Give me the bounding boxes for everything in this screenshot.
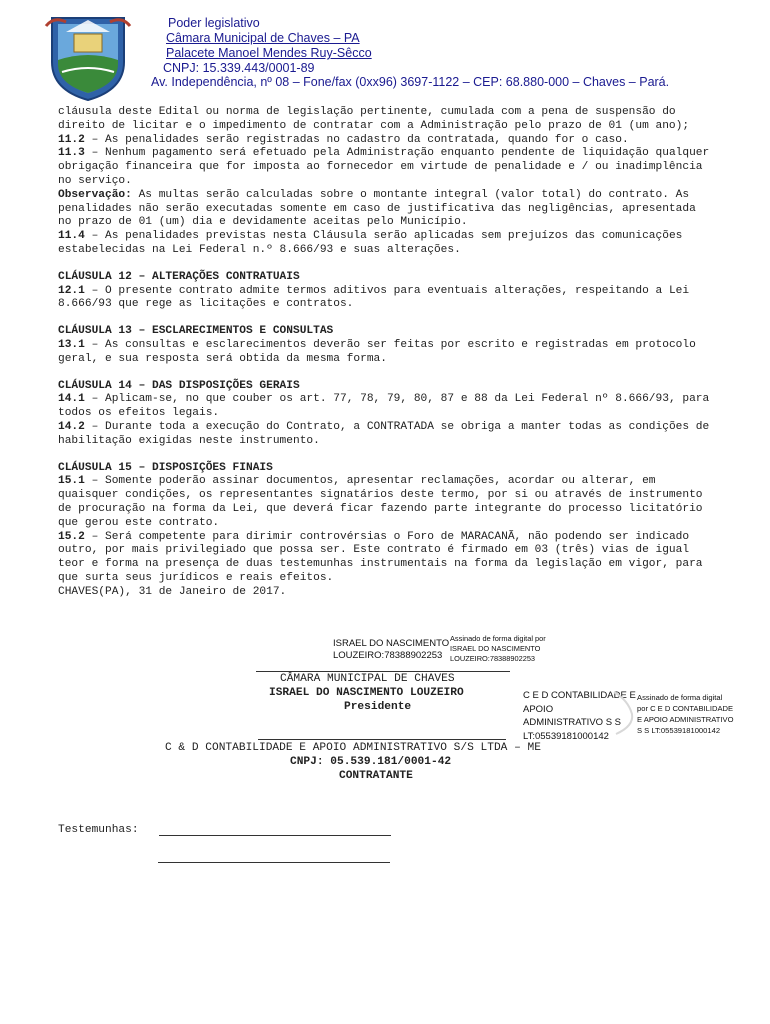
signature-line-2 <box>258 739 506 740</box>
heading-clause-12: CLÁUSULA 12 – ALTERAÇÕES CONTRATUAIS <box>58 270 300 283</box>
clause-11-3 <box>58 147 713 188</box>
witnesses-label: Testemunhas: <box>58 824 139 836</box>
header-cnpj: CNPJ: 15.339.443/0001-89 <box>163 61 315 75</box>
header-palace-name: Palacete Manoel Mendes Ruy-Sêcco <box>166 46 372 60</box>
digital-signature-note-2: Assinado de forma digital por C E D CONTABILIDADE E APOIO ADMINISTRATIVO S S LT:05539181000142 <box>637 693 734 735</box>
observation-label: Observação: <box>58 188 132 201</box>
coat-of-arms-icon <box>44 12 132 102</box>
clause-13-1 <box>58 339 713 367</box>
clause-text: – As penalidades previstas nesta Cláusula serão aplicadas sem prejuízos das comunicações estabelecidas na Lei Federal n.º 8.666/93 e suas alterações. <box>58 230 683 256</box>
clause-number: 14.1 <box>58 393 85 406</box>
digital-signer-name-1: ISRAEL DO NASCIMENTO LOUZEIRO:78388902253 <box>333 638 450 661</box>
clause-number: 15.1 <box>58 475 85 488</box>
header-chamber-name: Câmara Municipal de Chaves – PA <box>166 31 360 45</box>
signature-flourish-icon <box>610 688 638 738</box>
signer-2-organization: C & D CONTABILIDADE E APOIO ADMINISTRATIVO S/S LTDA – ME <box>165 742 541 754</box>
signer-2-cnpj: CNPJ: 05.539.181/0001-42 <box>290 756 452 768</box>
signer-1-organization: CÂMARA MUNICIPAL DE CHAVES <box>280 673 455 685</box>
header-address: Av. Independência, nº 08 – Fone/fax (0xx96) 3697-1122 – CEP: 68.880-000 – Chaves – Pará. <box>151 75 670 89</box>
observation-text: As multas serão calculadas sobre o montante integral (valor total) do contrato. As penalidades não serão executadas somente em caso de justificativa das negligências, apresentada no prazo de 01 (um) dia e devidamente aceitas pelo Município. <box>58 188 696 229</box>
clause-number: 11.4 <box>58 230 85 243</box>
clause-text: – Nenhum pagamento será efetuado pela Administração enquanto pendente de liquidação qualquer obrigação financeira que for imposta ao fornecedor em virtude de penalidade e / ou inadimplência no serviço. <box>58 147 710 187</box>
clause-15-2 <box>58 531 713 586</box>
clause-number: 14.2 <box>58 420 85 433</box>
clause-text: – Aplicam-se, no que couber os art. 77, 78, 79, 80, 87 e 88 da Lei Federal nº 8.666/93, para todos os efeitos legais. <box>58 393 710 420</box>
witness-line-2 <box>158 862 390 863</box>
header-legislative-power: Poder legislativo <box>168 16 260 30</box>
clause-number: 11.2 <box>58 133 85 146</box>
clause-number: 11.3 <box>58 147 85 160</box>
clause-12-1 <box>58 285 713 313</box>
digital-signature-note-1: Assinado de forma digital por ISRAEL DO NASCIMENTO LOUZEIRO:78388902253 <box>450 634 546 663</box>
clause-text: – O presente contrato admite termos aditivos para eventuais alterações, respeitando a Lei 8.666/93 que rege as licitações e contratos. <box>58 284 690 311</box>
clause-number: 13.1 <box>58 338 85 351</box>
contract-body <box>58 106 713 600</box>
clause-15-1 <box>58 475 713 530</box>
heading-clause-14: CLÁUSULA 14 – DAS DISPOSIÇÕES GERAIS <box>58 379 300 392</box>
clause-11-2 <box>58 134 713 148</box>
signer-1-role: Presidente <box>344 701 412 713</box>
heading-clause-15: CLÁUSULA 15 – DISPOSIÇÕES FINAIS <box>58 461 273 474</box>
digital-signer-name-2: C E D CONTABILIDADE E APOIO ADMINISTRATIVO S S LT:05539181000142 <box>523 690 636 742</box>
clause-text: – As consultas e esclarecimentos deverão ser feitas por escrito e registradas em protocolo geral, e sua resposta será obtida da mesma forma. <box>58 338 696 365</box>
signer-1-name: ISRAEL DO NASCIMENTO LOUZEIRO <box>269 687 464 699</box>
clause-14-2 <box>58 421 713 449</box>
clause-text: – Durante toda a execução do Contrato, a CONTRATADA se obriga a manter todas as condições de habilitação exigidas neste instrumento. <box>58 420 710 447</box>
clause-text: – Será competente para dirimir controvérsias o Foro de MARACANÃ, não podendo ser indicado outro, por mais privilegiado que possa ser. Este contrato é firmado em 03 (três) vias de igual teor e forma na presença de duas testemunhas instrumentais na forma da legislação em vigor, para que surta seus jurídicos e reais efeitos. <box>58 530 703 584</box>
clause-text: – As penalidades serão registradas no cadastro da contratada, quando for o caso. <box>84 133 629 146</box>
clause-14-1 <box>58 393 713 421</box>
clause-number: 12.1 <box>58 284 85 297</box>
heading-clause-13: CLÁUSULA 13 – ESCLARECIMENTOS E CONSULTAS <box>58 325 334 338</box>
witness-line-1 <box>159 835 391 836</box>
clause-11-4 <box>58 230 713 258</box>
signer-2-role: CONTRATANTE <box>339 770 413 782</box>
observation <box>58 189 713 230</box>
paragraph: cláusula deste Edital ou norma de legislação pertinente, cumulada com a pena de suspensão do direito de licitar e o impedimento de contratar com a Administração pelo prazo de 01 (um ano); <box>58 106 690 132</box>
clause-number: 15.2 <box>58 530 85 543</box>
place-date: CHAVES(PA), 31 de Janeiro de 2017. <box>58 585 287 598</box>
clause-text: – Somente poderão assinar documentos, apresentar reclamações, acordar ou alterar, em quaisquer condições, os representantes signatários deste termo, por si ou através de instrumento de procuração na forma da Lei, que deverá ficar fazendo parte integrante do processo licitatório que gerou este contrato. <box>58 475 703 529</box>
